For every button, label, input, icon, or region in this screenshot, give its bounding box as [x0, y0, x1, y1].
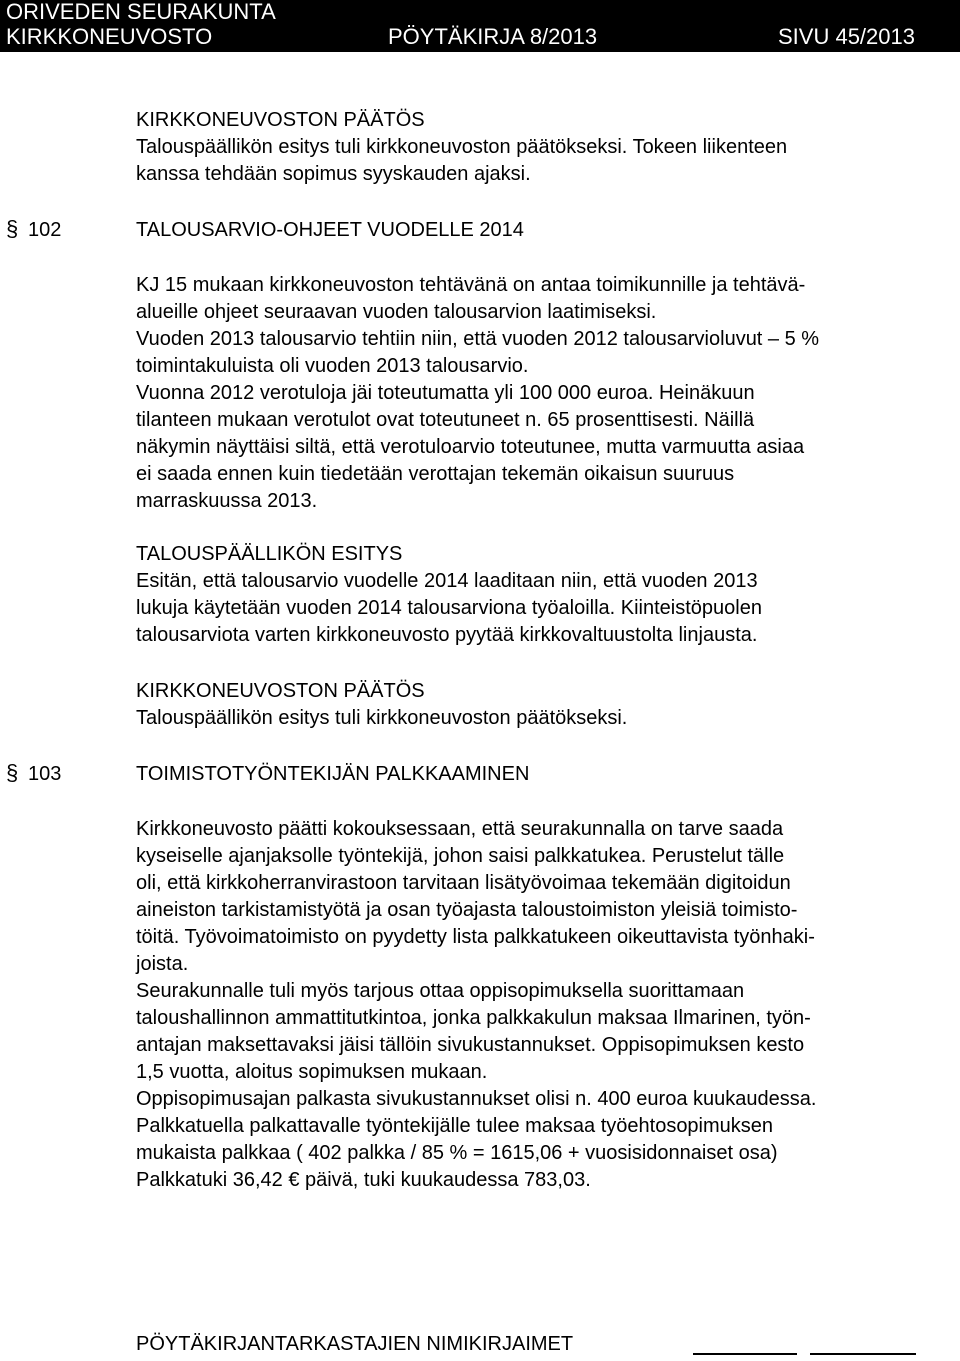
decision-top-heading: KIRKKONEUVOSTON PÄÄTÖS [136, 109, 425, 131]
decision-top-line: Talouspäällikön esitys tuli kirkkoneuvoston päätökseksi. Tokeen liikenteen [136, 136, 788, 158]
body-line: KJ 15 mukaan kirkkoneuvoston tehtävänä on antaa toimikunnille ja tehtävä- [136, 274, 806, 296]
proposal-line: Esitän, että talousarvio vuodelle 2014 laaditaan niin, että vuoden 2013 [136, 570, 758, 592]
body-line: Vuoden 2013 talousarvio tehtiin niin, että vuoden 2012 talousarvioluvut – 5 % [136, 328, 820, 350]
body-line: mukaista palkkaa ( 402 palkka / 85 % = 1615,06 + vuosisidonnaiset osa) [136, 1142, 778, 1164]
section-103-title: TOIMISTOTYÖNTEKIJÄN PALKKAAMINEN [136, 763, 530, 785]
body-line: Vuonna 2012 verotuloja jäi toteutumatta yli 100 000 euroa. Heinäkuun [136, 382, 755, 404]
body-line: Seurakunnalle tuli myös tarjous ottaa oppisopimuksella suorittamaan [136, 980, 745, 1002]
proposal-line: lukuja käytetään vuoden 2014 talousarviona työaloilla. Kiinteistöpuolen [136, 597, 762, 619]
body-line: ei saada ennen kuin tiedetään verottajan tekemän oikaisun suuruus [136, 463, 735, 485]
body-line: töitä. Työvoimatoimisto on pyydetty lista palkkatukeen oikeuttavista työnhaki- [136, 926, 815, 948]
body-line: toimintakuluista oli vuoden 2013 talousarvio. [136, 355, 529, 377]
section-102-heading [0, 215, 960, 245]
section-102-proposal [136, 541, 946, 649]
body-line: kyseiselle ajanjaksolle työntekijä, johon saisi palkkatukea. Perustelut tälle [136, 845, 785, 867]
signature-line [693, 1353, 797, 1355]
proposal-line: talousarviota varten kirkkoneuvosto pyytää kirkkovaltuustolta linjausta. [136, 624, 758, 646]
decision-line: Talouspäällikön esitys tuli kirkkoneuvoston päätökseksi. [136, 707, 628, 729]
body-line: joista. [136, 953, 189, 975]
section-103-body [136, 816, 946, 1194]
decision-top [136, 107, 946, 188]
section-102-decision [136, 678, 946, 732]
body-line: aineiston tarkistamistyötä ja osan työajasta taloustoimiston yleisiä toimisto- [136, 899, 798, 921]
decision-heading: KIRKKONEUVOSTON PÄÄTÖS [136, 680, 425, 702]
section-102-number: 102 [28, 219, 62, 241]
section-sign-icon: § [6, 216, 19, 241]
decision-top-line: kanssa tehdään sopimus syyskauden ajaksi. [136, 163, 531, 185]
body-line: marraskuussa 2013. [136, 490, 318, 512]
section-103-number: 103 [28, 763, 62, 785]
proposal-heading: TALOUSPÄÄLLIKÖN ESITYS [136, 543, 403, 565]
footer-reviewers-initials-label: PÖYTÄKIRJANTARKASTAJIEN NIMIKIRJAIMET [136, 1333, 574, 1355]
body-line: alueille ohjeet seuraavan vuoden talousarvion laatimiseksi. [136, 301, 657, 323]
header-organization: ORIVEDEN SEURAKUNTA [6, 0, 276, 24]
body-line: oli, että kirkkoherranvirastoon tarvitaan lisätyövoimaa tekemään digitoidun [136, 872, 791, 894]
section-102-body [136, 272, 946, 515]
header-document-number: PÖYTÄKIRJA 8/2013 [388, 24, 598, 49]
body-line: antajan maksettavaksi jäisi tällöin sivukustannukset. Oppisopimuksen kesto [136, 1034, 805, 1056]
page-header [0, 0, 960, 52]
body-line: 1,5 vuotta, aloitus sopimuksen mukaan. [136, 1061, 488, 1083]
header-board: KIRKKONEUVOSTO [6, 24, 213, 49]
section-103-heading [0, 759, 960, 789]
body-line: näkymin näyttäisi siltä, että verotuloarvio toteutunee, mutta varmuutta asiaa [136, 436, 805, 458]
body-line: Kirkkoneuvosto päätti kokouksessaan, että seurakunnalla on tarve saada [136, 818, 784, 840]
header-page-number: SIVU 45/2013 [778, 24, 915, 49]
body-line: Palkkatuella palkattavalle työntekijälle tulee maksaa työehtosopimuksen [136, 1115, 774, 1137]
section-102-title: TALOUSARVIO-OHJEET VUODELLE 2014 [136, 219, 524, 241]
body-line: tilanteen mukaan verotulot ovat toteutuneet n. 65 prosenttisesti. Näillä [136, 409, 755, 431]
body-line: Oppisopimusajan palkasta sivukustannukset olisi n. 400 euroa kuukaudessa. [136, 1088, 817, 1110]
section-sign-icon: § [6, 760, 19, 785]
body-line: taloushallinnon ammattitutkintoa, jonka palkkakulun maksaa Ilmarinen, työn- [136, 1007, 811, 1029]
body-line: Palkkatuki 36,42 € päivä, tuki kuukaudessa 783,03. [136, 1169, 591, 1191]
signature-line [810, 1353, 916, 1355]
